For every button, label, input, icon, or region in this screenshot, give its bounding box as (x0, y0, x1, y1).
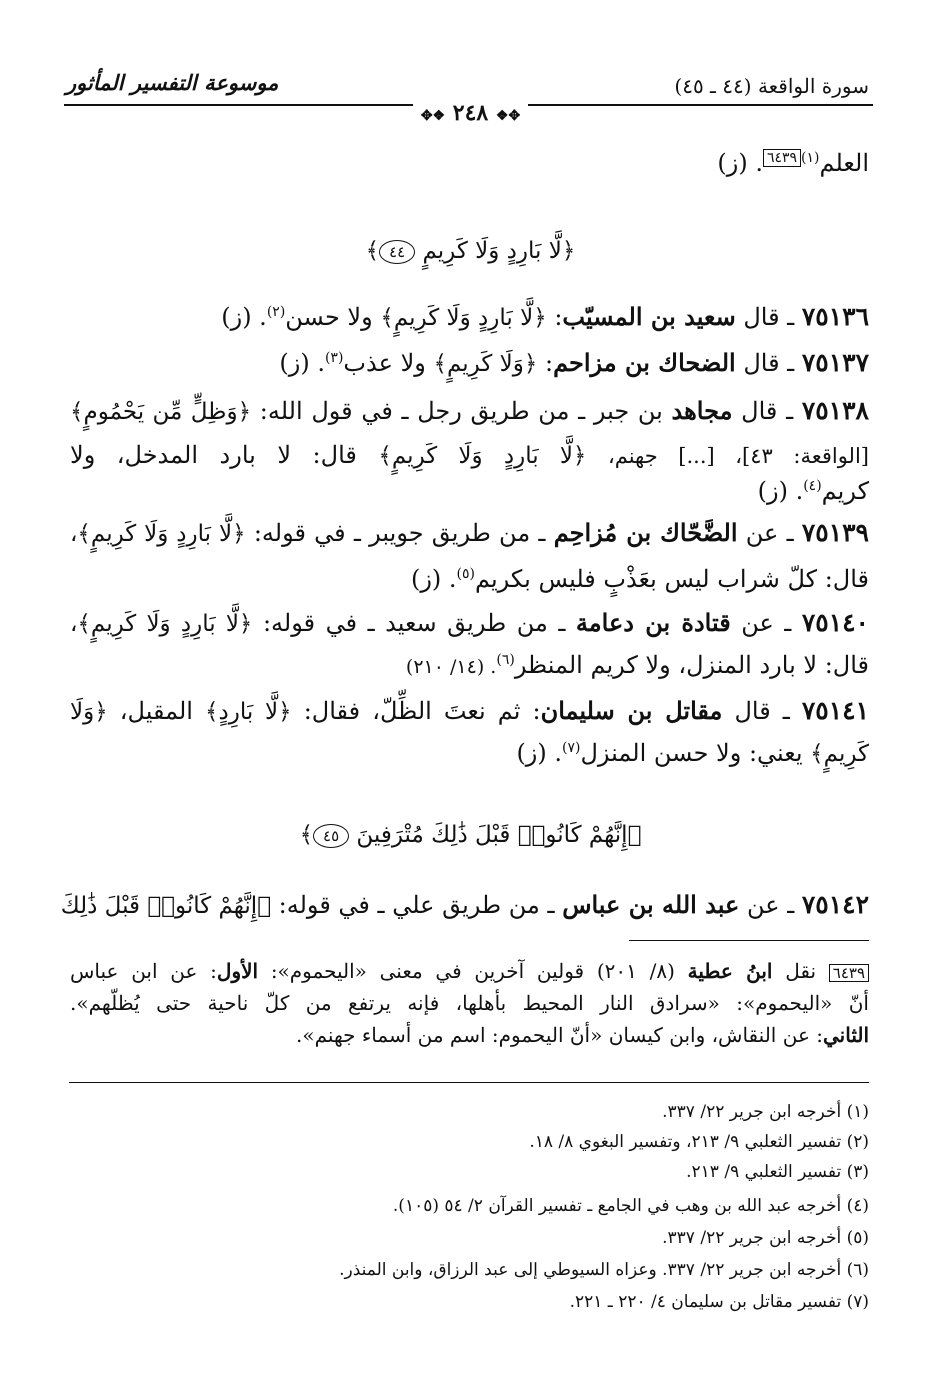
quran-quote: ﴿لَّا بَارِدٍ وَلَا كَرِيمٍ﴾ (380, 305, 547, 331)
surah-name: سورة الواقعة (757, 74, 869, 98)
entry-75136 (70, 300, 869, 335)
note-text: أنّ «اليحموم»: «سرادق النار المحيط بأهلها، فإنه يرتفع من كلّ ناحية حتى يُظلّهم». (70, 991, 869, 1015)
entry-text: ـ قال (741, 397, 794, 425)
entry-75138-line3 (70, 474, 869, 508)
page-number-wrap (0, 100, 941, 126)
entry-number: ٧٥١٤٢ (801, 890, 869, 919)
entry-text: ـ من طريق جويبر ـ في قوله: (253, 519, 546, 547)
entry-text: : (554, 303, 563, 331)
entry-text: المقيل، (119, 697, 193, 725)
entry-text: . (ز) (221, 303, 267, 331)
entry-number: ٧٥١٤١ (801, 696, 869, 725)
narrator-name: قتادة بن دعامة (575, 608, 731, 637)
quran-quote: ﴿لَّا بَارِدٍ وَلَا كَرِيمٍ﴾، (70, 611, 253, 637)
entry-text: ـ قال (743, 303, 795, 331)
scholar-name: ابنُ عطية (687, 959, 773, 983)
footnote-marker: (٢) (266, 304, 286, 320)
footnote-marker: (١) (801, 150, 820, 166)
footnote-6: (٦) أخرجه ابن جرير ٢٢/ ٣٣٧. وعزاه السيوطي إلى عبد الرزاق، وابن المنذر. (339, 1260, 869, 1280)
entry-75138-line1 (70, 394, 869, 429)
quran-quote: ﴿وَلَا كَرِيمٍ﴾ (433, 351, 538, 377)
entry-text: ـ قال (734, 697, 790, 725)
entry-number: ٧٥١٣٧ (801, 348, 869, 377)
note-line3 (70, 1020, 869, 1050)
entry-text: ـ عن (741, 609, 792, 637)
entry-75140-line2 (70, 648, 869, 684)
footnote-3: (٣) تفسير الثعلبي ٩/ ٢١٣. (686, 1162, 869, 1182)
entry-text: يعني: ولا حسن المنزل (580, 739, 803, 767)
quran-quote: ﴿وَلَا (70, 699, 108, 725)
narrator-name: الضَّحّاك بن مُزاحِم (553, 518, 738, 547)
quran-quote: ﴿لَّا بَارِدٍ﴾ (205, 699, 292, 725)
note-text: : عن ابن عباس (70, 959, 217, 983)
entry-75141-line2 (70, 736, 869, 771)
entry-text: : (544, 349, 554, 377)
ayah-text: ﴿لَّا بَارِدٍ وَلَا كَرِيمٍ (422, 238, 576, 264)
entry-text: ولا حسن (285, 303, 373, 331)
footnote-marker: (٦) (496, 652, 515, 668)
entry-text: . (ز) (757, 477, 804, 505)
footnote-1: (١) أخرجه ابن جرير ٢٢/ ٣٣٧. (662, 1102, 869, 1122)
ayah-close-bracket: ﴾ (299, 822, 314, 848)
narrator-name: عبد الله بن عباس (562, 890, 740, 919)
entry-text: كريم (821, 477, 869, 505)
entry-text: بن جبر ـ من طريق رجل ـ في قول الله: (259, 397, 663, 425)
quran-quote: ﴿لَّا بَارِدٍ وَلَا كَرِيمٍ﴾ (378, 443, 587, 469)
note-label: الثاني (822, 1023, 869, 1047)
carry-line (70, 146, 869, 180)
carry-tail: . (ز) (717, 149, 763, 177)
entry-text: قال: كلّ شراب ليس بعَذْبٍ فليس بكريم (475, 565, 869, 593)
entry-text: ـ عن (746, 891, 795, 919)
quran-quote: ﴿لَّا بَارِدٍ وَلَا كَرِيمٍ﴾، (70, 521, 246, 547)
note-line2 (70, 988, 869, 1018)
entry-number: ٧٥١٤٠ (801, 608, 869, 637)
narrator-name: سعيد بن المسيّب (562, 302, 736, 331)
carry-text: العلم (819, 149, 869, 177)
note-separator (629, 940, 869, 941)
entry-75141-line1 (70, 694, 869, 729)
footnote-marker: (٧) (562, 740, 581, 756)
entry-text: [الواقعة: ٤٣]، [...] جهنم، (607, 444, 869, 468)
ayah-range: (٤٤ ـ ٤٥) (674, 74, 752, 98)
note-line1 (70, 956, 869, 986)
note-ref-box: ٦٤٣٩ (829, 964, 869, 982)
ornament-right-icon: ❖✥ (495, 108, 521, 124)
footnote-marker: (٤) (803, 478, 822, 494)
entry-text: قال: لا بارد المدخل، ولا (70, 441, 357, 469)
narrator-name: مقاتل بن سليمان (540, 696, 723, 725)
quran-quote: كَرِيمٍ﴾ (810, 741, 869, 767)
footnote-4: (٤) أخرجه عبد الله بن وهب في الجامع ـ تفسير القرآن ٢/ ٥٤ (١٠٥). (392, 1196, 869, 1216)
volume-page-ref: . (١٤/ ٢١٠) (405, 656, 497, 678)
ayah-text: ﴿إِنَّهُمْ كَانُوا۟ قَبْلَ ذَٰلِكَ مُتْرَفِينَ (356, 822, 642, 848)
footnote-marker: (٣) (324, 350, 344, 366)
ornament-left-icon: ✥❖ (420, 108, 446, 124)
page-number: ٢٤٨ (452, 100, 489, 126)
entry-text: . (ز) (516, 739, 563, 767)
note-text: (٨/ ٢٠١) قولين آخرين في معنى «اليحموم»: (270, 959, 675, 983)
entry-number: ٧٥١٣٨ (801, 396, 869, 425)
entry-text: ـ عن (745, 519, 794, 547)
narrator-name: مجاهد (671, 396, 733, 425)
entry-75137 (70, 346, 869, 381)
surah-header (674, 74, 869, 98)
ayah-close-bracket: ﴾ (365, 238, 380, 264)
quran-quote: ﴿وَظِلٍّ مِّن يَحْمُومٍ﴾ (70, 399, 252, 425)
entry-75142 (60, 888, 869, 923)
footnote-marker: (٥) (456, 566, 476, 582)
entry-75138-line2 (70, 438, 869, 473)
entry-text: ولا عذب (343, 349, 426, 377)
narrator-name: الضحاك بن مزاحم (553, 348, 736, 377)
entry-75139-line1 (70, 516, 869, 551)
ayah-number-medallion: ٤٤ (379, 240, 415, 264)
entry-text: . (ز) (410, 565, 457, 593)
entry-text: . (ز) (279, 349, 325, 377)
ayah-number-medallion: ٤٥ (313, 824, 349, 848)
footnote-7: (٧) تفسير مقاتل بن سليمان ٤/ ٢٢٠ ـ ٢٢١. (569, 1292, 869, 1312)
entry-text: ـ قال (743, 349, 795, 377)
entry-text: ـ من طريق سعيد ـ في قوله: (262, 609, 566, 637)
note-text: نقل (785, 959, 817, 983)
footnote-2: (٢) تفسير الثعلبي ٩/ ٢١٣، وتفسير البغوي ٨/ ١٨. (529, 1132, 869, 1152)
entry-75139-line2 (70, 562, 869, 596)
footnote-5: (٥) أخرجه ابن جرير ٢٢/ ٣٣٧. (662, 1228, 869, 1248)
note-text: : عن النقاش، وابن كيسان «أنّ اليحموم: اسم من أسماء جهنم». (296, 1023, 823, 1047)
entry-number: ٧٥١٣٦ (801, 302, 869, 331)
book-title: موسوعة التفسير المأثور (66, 70, 279, 95)
ayah-heading-44 (0, 238, 941, 264)
entry-text: ـ من طريق علي ـ في قوله: (278, 891, 555, 919)
note-label: الأول (216, 959, 259, 983)
note-ref-box: ٦٤٣٩ (763, 149, 801, 167)
entry-text: : ثم نعتَ الظِّلّ، فقال: (303, 697, 541, 725)
entry-number: ٧٥١٣٩ (801, 518, 869, 547)
quran-quote: ﴿إِنَّهُمْ كَانُوا۟ قَبْلَ ذَٰلِكَ (60, 893, 272, 919)
entry-75140-line1 (70, 606, 869, 641)
footnotes-separator (69, 1082, 869, 1083)
ayah-heading-45 (0, 822, 941, 848)
entry-text: قال: لا بارد المنزل، ولا كريم المنظر (514, 651, 869, 679)
page-number-box (413, 100, 528, 126)
